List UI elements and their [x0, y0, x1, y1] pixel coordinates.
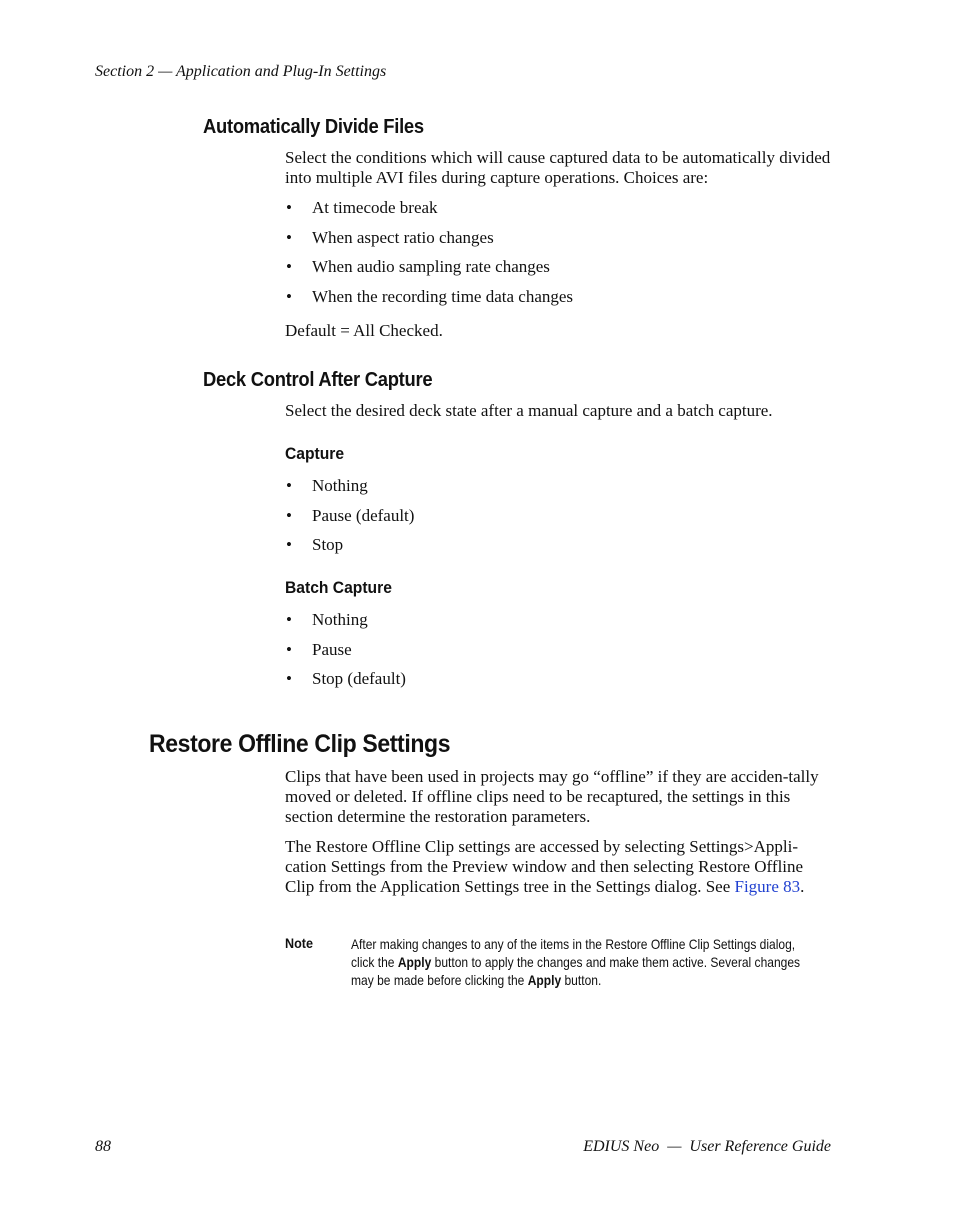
auto-divide-list [285, 198, 573, 317]
page-number: 88 [95, 1138, 111, 1155]
apply-button-reference: Apply [527, 972, 562, 988]
heading-capture: Capture [285, 444, 345, 463]
restore-paragraph-2-text: The Restore Offline Clip settings are accessed by selecting Settings>Appli-cation Settings from the Preview window and then selecting Restore Offline Clip from the Application Settings tree in the Settings dialog. See [285, 837, 804, 896]
apply-button-reference: Apply [397, 954, 432, 970]
capture-list [285, 476, 414, 565]
list-item: • When the recording time data changes [285, 287, 573, 317]
list-item: • When audio sampling rate changes [285, 257, 573, 287]
heading-restore-offline-clip-settings: Restore Offline Clip Settings [149, 730, 451, 758]
list-item: • Nothing [285, 610, 406, 640]
note-text-part-1: After making changes to any of the items in the Restore Offline Clip Settings dialog, click the [351, 936, 796, 970]
list-item: • Stop (default) [285, 669, 406, 699]
restore-paragraph-1: Clips that have been used in projects may go “offline” if they are acciden-tally moved or deleted. If offline clips need to be recaptured, the settings in this section determine the restoration parameters. [285, 767, 819, 826]
restore-paragraph-2-end: . [800, 877, 805, 896]
batch-capture-list [285, 610, 406, 699]
footer-title: EDIUS Neo — User Reference Guide [583, 1138, 831, 1155]
list-item: • Stop [285, 535, 414, 565]
deck-control-intro: Select the desired deck state after a manual capture and a batch capture. [285, 401, 773, 420]
figure-83-link[interactable]: Figure 83 [734, 877, 801, 896]
list-item: • Nothing [285, 476, 414, 506]
auto-divide-intro: Select the conditions which will cause captured data to be automatically divided into multiple AVI files during capture operations. Choices are: [285, 148, 831, 187]
restore-paragraph-2 [285, 837, 833, 897]
heading-batch-capture: Batch Capture [285, 578, 392, 597]
note-text-part-2: button to apply the changes and make them active. Several changes may be made before clicking the [351, 954, 801, 988]
list-item: • At timecode break [285, 198, 573, 228]
note-text-part-3: button. [564, 972, 602, 988]
list-item: • When aspect ratio changes [285, 228, 573, 258]
note-text [351, 935, 815, 989]
list-item: • Pause [285, 640, 406, 670]
list-item: • Pause (default) [285, 506, 414, 536]
heading-deck-control: Deck Control After Capture [203, 369, 433, 391]
running-header: Section 2 — Application and Plug-In Settings [95, 63, 387, 80]
auto-divide-default: Default = All Checked. [285, 321, 443, 340]
note-label: Note [285, 935, 314, 951]
heading-automatically-divide-files: Automatically Divide Files [203, 116, 424, 138]
